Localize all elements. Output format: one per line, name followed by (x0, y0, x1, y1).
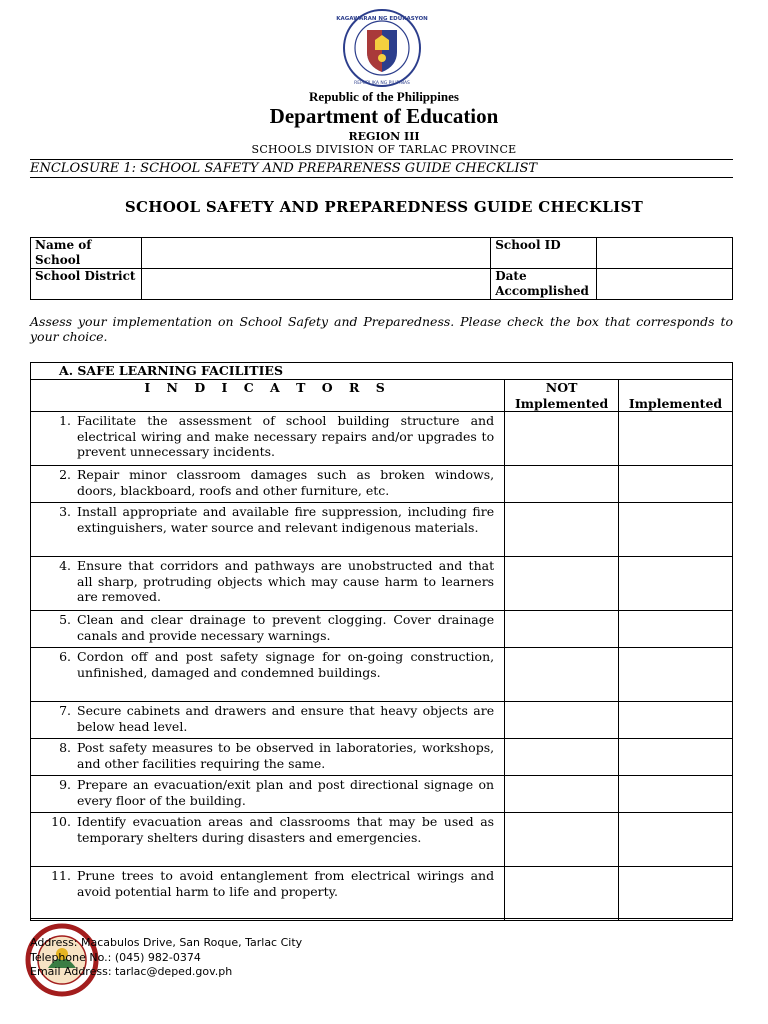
instructions-text: Assess your implementation on School Safety and Preparedness. Please check the box that corresponds to your choice. (30, 314, 733, 344)
indicator-text: Facilitate the assessment of school building structure and electrical wiring and make necessary repairs and/or upgrades to prevent unnecessary incidents. (77, 413, 495, 459)
republic-label: Republic of the Philippines (309, 89, 459, 104)
indicator-cell (31, 503, 505, 557)
not-implemented-checkbox[interactable] (505, 648, 619, 702)
checklist-row (31, 466, 733, 503)
date-accomplished-label: Date Accomplished (491, 269, 597, 300)
checklist-table (30, 362, 733, 921)
not-implemented-checkbox[interactable] (505, 466, 619, 503)
page-title: SCHOOL SAFETY AND PREPAREDNESS GUIDE CHECKLIST (124, 198, 644, 216)
indicator-text: Identify evacuation areas and classrooms that may be used as temporary shelters during disasters and emergencies. (77, 814, 495, 845)
indicator-text: Ensure that corridors and pathways are unobstructed and that all sharp, protruding objects which may cause harm to learners are removed. (77, 558, 495, 604)
not-implemented-checkbox[interactable] (505, 412, 619, 466)
not-implemented-checkbox[interactable] (505, 813, 619, 867)
department-title: Department of Education (269, 104, 499, 128)
checklist-row (31, 412, 733, 466)
indicator-text: Install appropriate and available fire suppression, including fire extinguishers, water source and relevant indigenous materials. (77, 504, 495, 535)
checklist-row (31, 611, 733, 648)
checklist-row (31, 648, 733, 702)
name-of-school-label: Name of School (31, 238, 142, 269)
not-implemented-checkbox[interactable] (505, 702, 619, 739)
footer-divider (30, 918, 733, 919)
indicators-header (31, 380, 505, 412)
indicator-cell (31, 867, 505, 921)
name-of-school-field[interactable] (141, 238, 490, 269)
indicator-number: 2. (59, 467, 71, 482)
indicator-text: Cordon off and post safety signage for on-going construction, unfinished, damaged and condemned buildings. (77, 649, 495, 680)
implemented-checkbox[interactable] (619, 503, 733, 557)
indicator-number: 8. (59, 740, 71, 755)
implemented-checkbox[interactable] (619, 648, 733, 702)
indicator-number: 5. (59, 612, 71, 627)
school-district-field[interactable] (141, 269, 490, 300)
indicator-text: Prune trees to avoid entanglement from electrical wirings and avoid potential harm to life and property. (77, 868, 495, 899)
not-implemented-checkbox[interactable] (505, 739, 619, 776)
indicator-number: 3. (59, 504, 71, 519)
indicator-number: 7. (59, 703, 71, 718)
footer-telephone: Telephone No.: (045) 982-0374 (30, 950, 201, 964)
svg-text:KAGAWARAN NG EDUKASYON: KAGAWARAN NG EDUKASYON (336, 16, 428, 22)
checklist-row (31, 702, 733, 739)
implemented-checkbox[interactable] (619, 867, 733, 921)
indicator-number: 11. (51, 868, 71, 883)
footer-contact (30, 936, 302, 980)
not-implemented-header: NOT Implemented (505, 380, 619, 412)
indicator-cell (31, 776, 505, 813)
implemented-checkbox[interactable] (619, 466, 733, 503)
indicator-cell (31, 702, 505, 739)
indicator-cell (31, 813, 505, 867)
indicator-number: 1. (59, 413, 71, 428)
school-id-field[interactable] (597, 238, 733, 269)
not-implemented-checkbox[interactable] (505, 776, 619, 813)
indicator-text: Secure cabinets and drawers and ensure that heavy objects are below head level. (77, 703, 495, 734)
checklist-row (31, 813, 733, 867)
indicator-text: Repair minor classroom damages such as broken windows, doors, blackboard, roofs and other furniture, etc. (77, 467, 495, 498)
checklist-row (31, 776, 733, 813)
indicator-cell (31, 412, 505, 466)
indicator-cell (31, 611, 505, 648)
indicator-number: 6. (59, 649, 71, 664)
checklist-row (31, 867, 733, 921)
implemented-checkbox[interactable] (619, 702, 733, 739)
indicator-text: Clean and clear drainage to prevent clogging. Cover drainage canals and provide necessary warnings. (77, 612, 495, 643)
region-label: REGION III (348, 130, 420, 143)
not-implemented-checkbox[interactable] (505, 557, 619, 611)
not-implemented-checkbox[interactable] (505, 611, 619, 648)
indicator-cell (31, 557, 505, 611)
indicator-text: Prepare an evacuation/exit plan and post directional signage on every floor of the building. (77, 777, 495, 808)
section-heading: A. SAFE LEARNING FACILITIES (31, 363, 733, 380)
indicator-cell (31, 739, 505, 776)
indicator-text: Post safety measures to be observed in laboratories, workshops, and other facilities requiring the same. (77, 740, 495, 771)
implemented-checkbox[interactable] (619, 611, 733, 648)
deped-seal-logo (336, 8, 428, 88)
school-info-table (30, 237, 733, 300)
svg-text:REPUBLIKA NG PILIPINAS: REPUBLIKA NG PILIPINAS (354, 81, 410, 86)
implemented-checkbox[interactable] (619, 739, 733, 776)
implemented-checkbox[interactable] (619, 776, 733, 813)
not-implemented-checkbox[interactable] (505, 867, 619, 921)
implemented-checkbox[interactable] (619, 813, 733, 867)
implemented-checkbox[interactable] (619, 412, 733, 466)
indicator-cell (31, 466, 505, 503)
checklist-row (31, 739, 733, 776)
checklist-row (31, 557, 733, 611)
footer-address: Address: Macabulos Drive, San Roque, Tarlac City (30, 936, 303, 949)
implemented-header: Implemented (619, 380, 733, 412)
indicator-number: 4. (59, 558, 71, 573)
checklist-items (31, 412, 733, 921)
school-id-label: School ID (491, 238, 597, 269)
footer-email: Email Address: tarlac@deped.gov.ph (30, 965, 233, 978)
enclosure-label: ENCLOSURE 1: SCHOOL SAFETY AND PREPARENESS GUIDE CHECKLIST (30, 161, 538, 176)
school-district-label: School District (31, 269, 142, 300)
checklist-row (31, 503, 733, 557)
not-implemented-checkbox[interactable] (505, 503, 619, 557)
implemented-checkbox[interactable] (619, 557, 733, 611)
division-label: SCHOOLS DIVISION OF TARLAC PROVINCE (251, 143, 517, 156)
indicator-cell (31, 648, 505, 702)
date-accomplished-field[interactable] (597, 269, 733, 300)
indicators-header-label: I N D I C A T O R S (144, 380, 391, 395)
indicator-number: 9. (59, 777, 71, 792)
enclosure-divider (30, 177, 733, 178)
header-divider (30, 159, 733, 160)
indicator-number: 10. (51, 814, 71, 829)
